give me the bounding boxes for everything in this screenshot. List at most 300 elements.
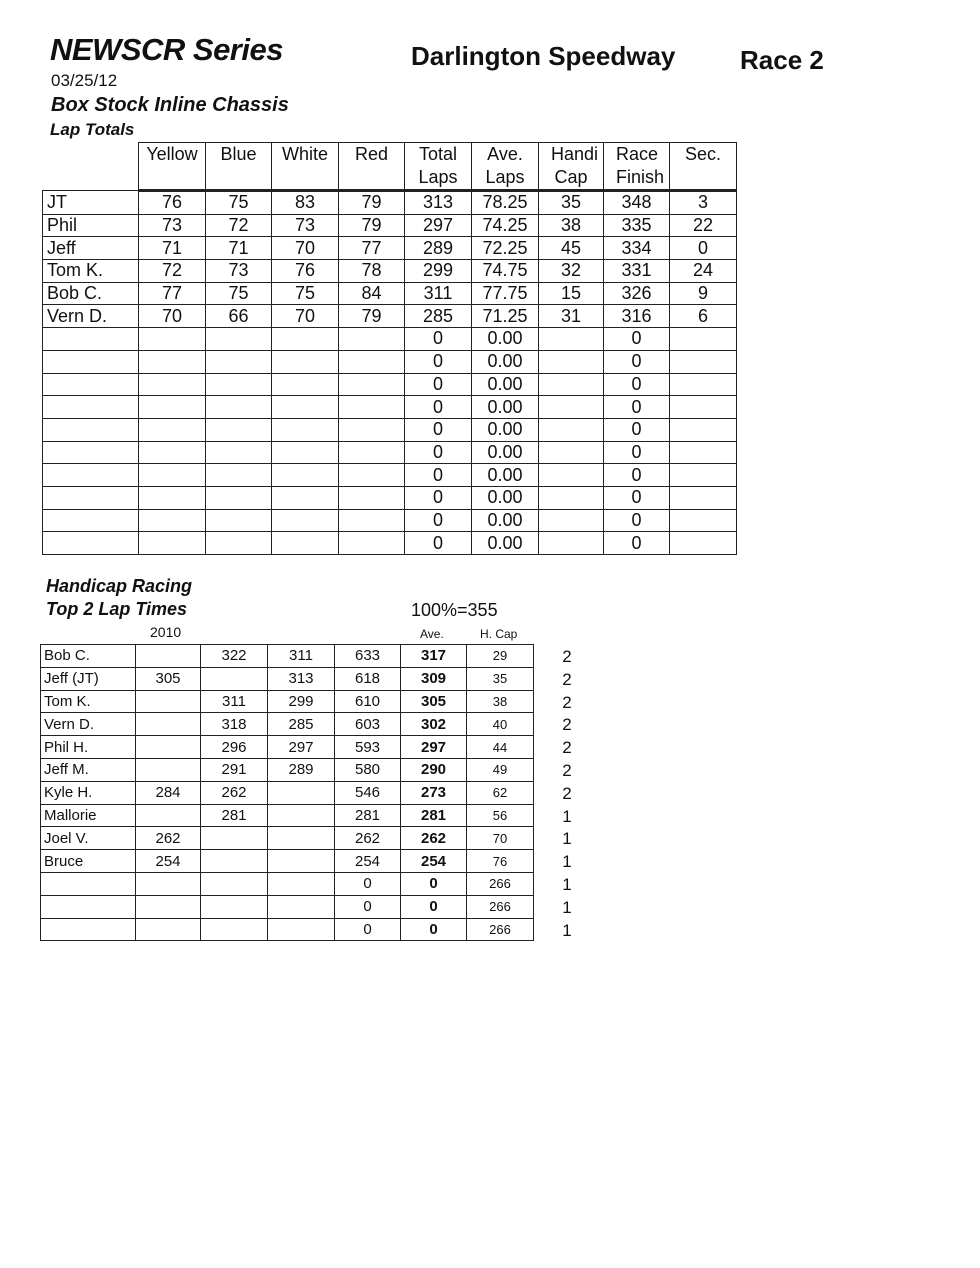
hc-cell-c3 bbox=[268, 872, 335, 895]
col-header-red: Red bbox=[339, 143, 405, 191]
lap-totals-row bbox=[43, 260, 737, 283]
cell-total: 0 bbox=[405, 464, 472, 487]
cell-white bbox=[272, 532, 339, 555]
cell-red bbox=[339, 486, 405, 509]
cell-yellow bbox=[139, 509, 206, 532]
lap-totals-row bbox=[43, 441, 737, 464]
handicap-row bbox=[41, 690, 534, 713]
cell-finish: 316 bbox=[604, 305, 670, 328]
cell-blue: 72 bbox=[206, 214, 272, 237]
hc-cell-hcap: 266 bbox=[467, 895, 534, 918]
hc-cell-c1: 254 bbox=[136, 850, 201, 873]
race-date: 03/25/12 bbox=[51, 71, 118, 90]
cell-red bbox=[339, 396, 405, 419]
hc-cell-sum: 618 bbox=[335, 667, 401, 690]
lap-totals-table bbox=[42, 142, 737, 555]
cell-ave: 77.75 bbox=[472, 282, 539, 305]
hc-cell-sum: 0 bbox=[335, 918, 401, 941]
cell-yellow: 70 bbox=[139, 305, 206, 328]
cell-ave: 0.00 bbox=[472, 509, 539, 532]
cell-finish: 0 bbox=[604, 396, 670, 419]
hc-cell-sum: 281 bbox=[335, 804, 401, 827]
cell-hcap bbox=[539, 441, 604, 464]
cell-blue: 66 bbox=[206, 305, 272, 328]
hc-cell-c3: 299 bbox=[268, 690, 335, 713]
cell-ave: 0.00 bbox=[472, 373, 539, 396]
cell-yellow: 72 bbox=[139, 260, 206, 283]
lap-totals-heading: Lap Totals bbox=[50, 120, 135, 139]
cell-finish: 0 bbox=[604, 464, 670, 487]
cell-finish: 0 bbox=[604, 373, 670, 396]
lap-totals-row bbox=[43, 328, 737, 351]
cell-sec bbox=[670, 350, 737, 373]
cell-white bbox=[272, 441, 339, 464]
cell-red: 77 bbox=[339, 237, 405, 260]
cell-red bbox=[339, 509, 405, 532]
hc-cell-c3: 285 bbox=[268, 713, 335, 736]
lap-totals-row bbox=[43, 418, 737, 441]
col-header-total-laps: Total Laps bbox=[405, 143, 472, 191]
cell-name bbox=[43, 532, 139, 555]
cell-hcap: 35 bbox=[539, 191, 604, 215]
hc-cell-c1 bbox=[136, 713, 201, 736]
cell-hcap bbox=[539, 328, 604, 351]
lap-totals-row bbox=[43, 214, 737, 237]
cell-total: 299 bbox=[405, 260, 472, 283]
cell-blue bbox=[206, 441, 272, 464]
percent-label: 100%=355 bbox=[411, 600, 498, 620]
handicap-row bbox=[41, 713, 534, 736]
hc-cell-name bbox=[41, 895, 136, 918]
cell-ave: 72.25 bbox=[472, 237, 539, 260]
cell-yellow bbox=[139, 486, 206, 509]
hc-cell-ave: 254 bbox=[401, 850, 467, 873]
cell-white bbox=[272, 418, 339, 441]
handicap-row bbox=[41, 781, 534, 804]
cell-yellow bbox=[139, 464, 206, 487]
cell-ave: 0.00 bbox=[472, 396, 539, 419]
header-blank bbox=[43, 143, 139, 191]
cell-total: 0 bbox=[405, 509, 472, 532]
cell-red: 79 bbox=[339, 305, 405, 328]
lap-totals-row bbox=[43, 486, 737, 509]
handicap-row bbox=[41, 850, 534, 873]
hc-cell-hcap: 29 bbox=[467, 645, 534, 668]
cell-yellow: 76 bbox=[139, 191, 206, 215]
cell-sec: 0 bbox=[670, 237, 737, 260]
cell-white bbox=[272, 328, 339, 351]
lap-totals-row bbox=[43, 191, 737, 215]
cell-ave: 74.25 bbox=[472, 214, 539, 237]
cell-name bbox=[43, 373, 139, 396]
cell-hcap: 32 bbox=[539, 260, 604, 283]
hc-cell-sum: 593 bbox=[335, 736, 401, 759]
col-header-white: White bbox=[272, 143, 339, 191]
cell-sec: 9 bbox=[670, 282, 737, 305]
cell-blue bbox=[206, 328, 272, 351]
cell-name: Tom K. bbox=[43, 260, 139, 283]
cell-blue: 73 bbox=[206, 260, 272, 283]
hc-cell-sum: 580 bbox=[335, 758, 401, 781]
cell-total: 0 bbox=[405, 486, 472, 509]
cell-hcap bbox=[539, 464, 604, 487]
hc-cell-name: Tom K. bbox=[41, 690, 136, 713]
cell-hcap bbox=[539, 486, 604, 509]
handicap-row bbox=[41, 667, 534, 690]
cell-red bbox=[339, 464, 405, 487]
cell-white bbox=[272, 464, 339, 487]
cell-white: 83 bbox=[272, 191, 339, 215]
hc-cell-hcap: 44 bbox=[467, 736, 534, 759]
lap-totals-row bbox=[43, 305, 737, 328]
cell-red bbox=[339, 373, 405, 396]
hc-cell-c2: 322 bbox=[201, 645, 268, 668]
hc-cell-sum: 262 bbox=[335, 827, 401, 850]
hc-cell-name: Vern D. bbox=[41, 713, 136, 736]
hc-cell-c2 bbox=[201, 918, 268, 941]
cell-blue: 71 bbox=[206, 237, 272, 260]
cell-yellow bbox=[139, 396, 206, 419]
cell-ave: 0.00 bbox=[472, 464, 539, 487]
year-label: 2010 bbox=[150, 624, 182, 640]
cell-hcap: 31 bbox=[539, 305, 604, 328]
cell-white: 73 bbox=[272, 214, 339, 237]
race-count: 1 bbox=[562, 852, 572, 872]
handicap-row bbox=[41, 736, 534, 759]
cell-total: 311 bbox=[405, 282, 472, 305]
cell-total: 0 bbox=[405, 396, 472, 419]
cell-ave: 0.00 bbox=[472, 532, 539, 555]
cell-name bbox=[43, 396, 139, 419]
hc-cell-sum: 254 bbox=[335, 850, 401, 873]
hc-cell-c2 bbox=[201, 850, 268, 873]
hc-cell-c3 bbox=[268, 918, 335, 941]
cell-yellow: 73 bbox=[139, 214, 206, 237]
cell-white bbox=[272, 396, 339, 419]
hc-cell-sum: 610 bbox=[335, 690, 401, 713]
hc-cell-ave: 317 bbox=[401, 645, 467, 668]
race-count: 1 bbox=[562, 829, 572, 849]
cell-total: 0 bbox=[405, 532, 472, 555]
cell-red: 79 bbox=[339, 191, 405, 215]
hc-cell-c2 bbox=[201, 872, 268, 895]
race-count: 1 bbox=[562, 875, 572, 894]
ave-label: Ave. bbox=[420, 627, 444, 641]
cell-finish: 0 bbox=[604, 532, 670, 555]
cell-finish: 0 bbox=[604, 441, 670, 464]
cell-blue: 75 bbox=[206, 191, 272, 215]
hc-cell-c2: 296 bbox=[201, 736, 268, 759]
cell-hcap bbox=[539, 396, 604, 419]
hc-cell-c3: 297 bbox=[268, 736, 335, 759]
cell-total: 0 bbox=[405, 350, 472, 373]
hc-cell-ave: 297 bbox=[401, 736, 467, 759]
race-count: 2 bbox=[562, 669, 572, 689]
cell-name: Phil bbox=[43, 214, 139, 237]
hc-cell-c2: 262 bbox=[201, 781, 268, 804]
cell-yellow bbox=[139, 418, 206, 441]
cell-sec: 24 bbox=[670, 260, 737, 283]
hc-cell-name: Mallorie bbox=[41, 804, 136, 827]
lap-totals-row bbox=[43, 464, 737, 487]
cell-finish: 348 bbox=[604, 191, 670, 215]
col-header-ave-laps: Ave. Laps bbox=[472, 143, 539, 191]
cell-total: 0 bbox=[405, 418, 472, 441]
hc-cell-sum: 633 bbox=[335, 645, 401, 668]
series-title: NEWSCR Series bbox=[50, 32, 283, 67]
cell-red bbox=[339, 441, 405, 464]
cell-yellow bbox=[139, 441, 206, 464]
lap-totals-row bbox=[43, 532, 737, 555]
hc-cell-c3 bbox=[268, 781, 335, 804]
hc-cell-ave: 273 bbox=[401, 781, 467, 804]
handicap-row bbox=[41, 827, 534, 850]
hc-cell-ave: 305 bbox=[401, 690, 467, 713]
cell-total: 285 bbox=[405, 305, 472, 328]
hc-cell-ave: 290 bbox=[401, 758, 467, 781]
cell-finish: 0 bbox=[604, 418, 670, 441]
hc-cell-c3: 289 bbox=[268, 758, 335, 781]
race-count: 2 bbox=[562, 761, 572, 780]
cell-ave: 74.75 bbox=[472, 260, 539, 283]
cell-blue: 75 bbox=[206, 282, 272, 305]
lap-totals-row bbox=[43, 373, 737, 396]
cell-total: 313 bbox=[405, 191, 472, 215]
col-header-race-finish: Race Finish bbox=[604, 143, 670, 191]
cell-white bbox=[272, 509, 339, 532]
col-header-blue: Blue bbox=[206, 143, 272, 191]
cell-ave: 0.00 bbox=[472, 486, 539, 509]
cell-yellow bbox=[139, 373, 206, 396]
cell-ave: 0.00 bbox=[472, 418, 539, 441]
cell-red: 78 bbox=[339, 260, 405, 283]
cell-finish: 0 bbox=[604, 486, 670, 509]
cell-hcap bbox=[539, 509, 604, 532]
hc-cell-ave: 0 bbox=[401, 895, 467, 918]
cell-finish: 326 bbox=[604, 282, 670, 305]
cell-ave: 78.25 bbox=[472, 191, 539, 215]
lap-totals-row bbox=[43, 237, 737, 260]
cell-hcap: 15 bbox=[539, 282, 604, 305]
col-header-handicap: Handi Cap bbox=[539, 143, 604, 191]
cell-sec bbox=[670, 509, 737, 532]
cell-hcap bbox=[539, 350, 604, 373]
hc-cell-c1: 305 bbox=[136, 667, 201, 690]
hc-cell-c1 bbox=[136, 895, 201, 918]
cell-red bbox=[339, 532, 405, 555]
cell-total: 0 bbox=[405, 441, 472, 464]
cell-red bbox=[339, 328, 405, 351]
hc-cell-hcap: 62 bbox=[467, 781, 534, 804]
hc-cell-c1 bbox=[136, 690, 201, 713]
cell-sec bbox=[670, 532, 737, 555]
cell-red bbox=[339, 350, 405, 373]
hc-cell-c2: 318 bbox=[201, 713, 268, 736]
hc-cell-name bbox=[41, 918, 136, 941]
hc-cell-name: Jeff (JT) bbox=[41, 667, 136, 690]
race-label: Race 2 bbox=[740, 45, 824, 75]
cell-white: 75 bbox=[272, 282, 339, 305]
hc-cell-c3 bbox=[268, 895, 335, 918]
cell-finish: 331 bbox=[604, 260, 670, 283]
cell-blue bbox=[206, 464, 272, 487]
cell-total: 0 bbox=[405, 373, 472, 396]
cell-blue bbox=[206, 509, 272, 532]
hc-cell-ave: 309 bbox=[401, 667, 467, 690]
hc-cell-name bbox=[41, 872, 136, 895]
cell-red: 84 bbox=[339, 282, 405, 305]
lap-totals-header-row bbox=[43, 143, 737, 191]
hc-cell-sum: 603 bbox=[335, 713, 401, 736]
hc-cell-c1 bbox=[136, 758, 201, 781]
cell-yellow bbox=[139, 328, 206, 351]
cell-name bbox=[43, 486, 139, 509]
hc-cell-hcap: 49 bbox=[467, 758, 534, 781]
cell-finish: 0 bbox=[604, 509, 670, 532]
cell-finish: 334 bbox=[604, 237, 670, 260]
handicap-subtitle: Top 2 Lap Times bbox=[46, 599, 188, 619]
cell-sec bbox=[670, 328, 737, 351]
hc-cell-name: Jeff M. bbox=[41, 758, 136, 781]
hc-cell-ave: 281 bbox=[401, 804, 467, 827]
cell-sec bbox=[670, 373, 737, 396]
cell-sec: 22 bbox=[670, 214, 737, 237]
cell-sec bbox=[670, 396, 737, 419]
cell-yellow bbox=[139, 532, 206, 555]
cell-total: 289 bbox=[405, 237, 472, 260]
cell-ave: 0.00 bbox=[472, 441, 539, 464]
hc-cell-ave: 0 bbox=[401, 872, 467, 895]
cell-sec bbox=[670, 441, 737, 464]
col-header-sec: Sec. bbox=[670, 143, 737, 191]
hc-cell-ave: 302 bbox=[401, 713, 467, 736]
hc-cell-hcap: 56 bbox=[467, 804, 534, 827]
cell-total: 0 bbox=[405, 328, 472, 351]
cell-hcap bbox=[539, 373, 604, 396]
cell-white bbox=[272, 350, 339, 373]
col-header-yellow: Yellow bbox=[139, 143, 206, 191]
cell-blue bbox=[206, 373, 272, 396]
cell-total: 297 bbox=[405, 214, 472, 237]
cell-name bbox=[43, 441, 139, 464]
lap-totals-row bbox=[43, 350, 737, 373]
handicap-row bbox=[41, 918, 534, 941]
cell-ave: 71.25 bbox=[472, 305, 539, 328]
hc-cell-c3: 311 bbox=[268, 645, 335, 668]
hc-cell-c1 bbox=[136, 645, 201, 668]
hc-cell-name: Bruce bbox=[41, 850, 136, 873]
race-count: 1 bbox=[562, 897, 572, 917]
hc-cell-name: Bob C. bbox=[41, 645, 136, 668]
hc-cell-ave: 262 bbox=[401, 827, 467, 850]
hc-cell-c3 bbox=[268, 804, 335, 827]
cell-hcap bbox=[539, 532, 604, 555]
hc-cell-hcap: 76 bbox=[467, 850, 534, 873]
hc-cell-hcap: 266 bbox=[467, 872, 534, 895]
handicap-row bbox=[41, 872, 534, 895]
cell-sec: 6 bbox=[670, 305, 737, 328]
hc-cell-c2 bbox=[201, 667, 268, 690]
cell-name bbox=[43, 350, 139, 373]
hc-cell-sum: 0 bbox=[335, 895, 401, 918]
hc-cell-sum: 0 bbox=[335, 872, 401, 895]
handicap-row bbox=[41, 804, 534, 827]
hc-cell-c2: 311 bbox=[201, 690, 268, 713]
cell-finish: 0 bbox=[604, 328, 670, 351]
cell-name: Jeff bbox=[43, 237, 139, 260]
cell-white: 76 bbox=[272, 260, 339, 283]
cell-yellow: 77 bbox=[139, 282, 206, 305]
handicap-row bbox=[41, 645, 534, 668]
cell-sec bbox=[670, 464, 737, 487]
cell-yellow: 71 bbox=[139, 237, 206, 260]
hc-cell-c1: 262 bbox=[136, 827, 201, 850]
hc-cell-c1 bbox=[136, 872, 201, 895]
lap-totals-row bbox=[43, 509, 737, 532]
class-name: Box Stock Inline Chassis bbox=[51, 94, 289, 116]
cell-hcap: 38 bbox=[539, 214, 604, 237]
race-count: 2 bbox=[562, 692, 572, 712]
hc-cell-c2: 291 bbox=[201, 758, 268, 781]
cell-white bbox=[272, 373, 339, 396]
cell-ave: 0.00 bbox=[472, 350, 539, 373]
hc-cell-c1: 284 bbox=[136, 781, 201, 804]
race-count: 1 bbox=[562, 920, 572, 940]
hc-cell-c1 bbox=[136, 918, 201, 941]
cell-name bbox=[43, 418, 139, 441]
cell-blue bbox=[206, 350, 272, 373]
hc-cell-c2: 281 bbox=[201, 804, 268, 827]
cell-finish: 335 bbox=[604, 214, 670, 237]
hc-cell-hcap: 70 bbox=[467, 827, 534, 850]
hc-cell-hcap: 40 bbox=[467, 713, 534, 736]
track-name: Darlington Speedway bbox=[411, 41, 676, 71]
handicap-table bbox=[40, 644, 534, 941]
lap-totals-row bbox=[43, 282, 737, 305]
cell-sec bbox=[670, 418, 737, 441]
handicap-title: Handicap Racing bbox=[46, 576, 193, 596]
handicap-row bbox=[41, 895, 534, 918]
hc-cell-hcap: 266 bbox=[467, 918, 534, 941]
cell-white: 70 bbox=[272, 237, 339, 260]
hc-cell-c1 bbox=[136, 804, 201, 827]
race-count: 2 bbox=[562, 647, 572, 666]
cell-name: Bob C. bbox=[43, 282, 139, 305]
hc-cell-name: Joel V. bbox=[41, 827, 136, 850]
hcap-label: H. Cap bbox=[480, 627, 518, 641]
cell-name bbox=[43, 509, 139, 532]
hc-cell-c2 bbox=[201, 827, 268, 850]
cell-red bbox=[339, 418, 405, 441]
cell-blue bbox=[206, 486, 272, 509]
cell-sec bbox=[670, 486, 737, 509]
cell-white bbox=[272, 486, 339, 509]
hc-cell-name: Kyle H. bbox=[41, 781, 136, 804]
race-count: 2 bbox=[562, 738, 572, 758]
hc-cell-c3 bbox=[268, 827, 335, 850]
cell-red: 79 bbox=[339, 214, 405, 237]
cell-blue bbox=[206, 418, 272, 441]
cell-blue bbox=[206, 396, 272, 419]
hc-cell-c3: 313 bbox=[268, 667, 335, 690]
race-count: 2 bbox=[562, 783, 572, 803]
hc-cell-c3 bbox=[268, 850, 335, 873]
hc-cell-name: Phil H. bbox=[41, 736, 136, 759]
cell-yellow bbox=[139, 350, 206, 373]
race-count: 1 bbox=[562, 806, 572, 826]
cell-name: JT bbox=[43, 191, 139, 215]
cell-name bbox=[43, 464, 139, 487]
